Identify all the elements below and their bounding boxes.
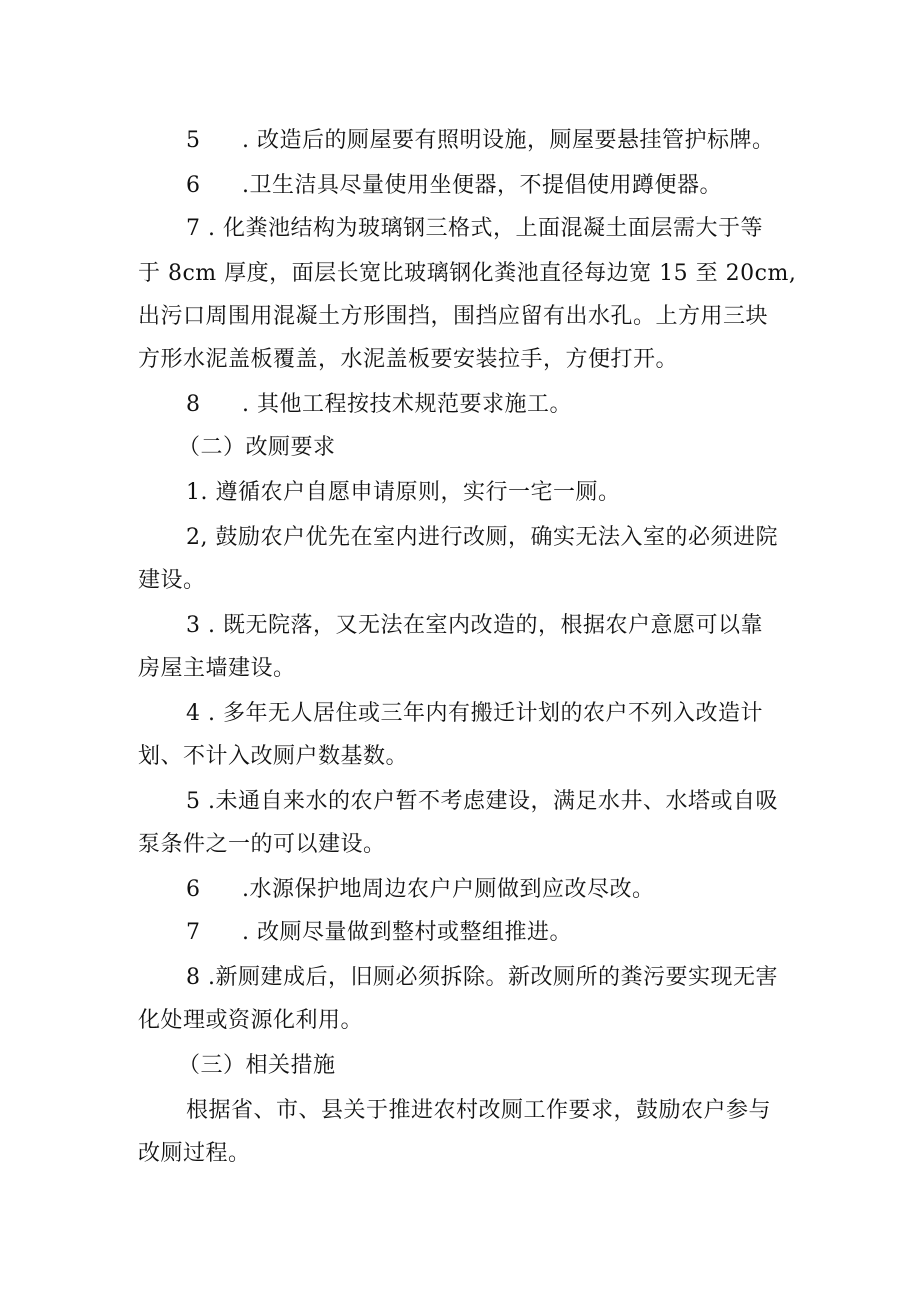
measures-paragraph-line-1: 根据省、市、县关于推进农村改厕工作要求，鼓励农户参与	[186, 1098, 772, 1123]
item-6-line	[186, 173, 722, 199]
requirement-5-line-1: 5 .未通自来水的农户暂不考虑建设，满足水井、水塔或自吸	[186, 789, 778, 814]
requirement-5-line-2: 泵条件之一的可以建设。	[138, 832, 386, 857]
requirement-8-line-2: 化处理或资源化利用。	[138, 1008, 364, 1033]
requirement-7-line	[186, 920, 572, 946]
item-text: . 其他工程按技术规范要求施工。	[242, 392, 572, 417]
item-7-line-4: 方形水泥盖板覆盖，水泥盖板要安装拉手，方便打开。	[138, 347, 679, 372]
item-number: 8	[186, 392, 201, 417]
requirement-4-line-2: 划、不计入改厕户数基数。	[138, 744, 409, 769]
item-7-line-2: 于 8cm 厚度，面层长宽比玻璃钢化粪池直径每边宽 15 至 20cm,	[138, 261, 797, 286]
item-number: 6	[186, 173, 201, 198]
requirement-3-line-1: 3 . 既无院落，又无法在室内改造的，根据农户意愿可以靠	[186, 613, 763, 638]
requirement-4-line-1: 4 . 多年无人居住或三年内有搬迁计划的农户不列入改造计	[186, 701, 763, 726]
requirement-1: 1. 遵循农户自愿申请原则，实行一宅一厕。	[186, 480, 621, 505]
item-8-line	[186, 392, 572, 418]
requirement-3-line-2: 房屋主墙建设。	[138, 656, 296, 681]
section-3-heading: （三）相关措施	[178, 1053, 336, 1078]
requirement-6-line	[186, 877, 655, 903]
item-5-line	[186, 128, 775, 154]
item-number: 7	[186, 920, 201, 945]
requirement-2-line-2: 建设。	[138, 568, 206, 593]
item-7-line-3: 出污口周围用混凝土方形围挡，围挡应留有出水孔。上方用三块	[138, 304, 769, 329]
requirement-2-line-1: 2, 鼓励农户优先在室内进行改厕，确实无法入室的必须进院	[186, 525, 778, 550]
section-2-heading: （二）改厕要求	[178, 435, 336, 460]
item-text: . 改厕尽量做到整村或整组推进。	[242, 920, 572, 945]
item-number: 5	[186, 128, 201, 153]
item-number: 6	[186, 877, 201, 902]
item-text: . 改造后的厕屋要有照明设施，厕屋要悬挂管护标牌。	[242, 128, 775, 153]
item-7-line-1: 7 . 化粪池结构为玻璃钢三格式，上面混凝土面层需大于等	[186, 216, 763, 241]
requirement-8-line-1: 8 .新厕建成后，旧厕必须拆除。新改厕所的粪污要实现无害	[186, 965, 778, 990]
measures-paragraph-line-2: 改厕过程。	[138, 1141, 251, 1166]
item-text: .卫生洁具尽量使用坐便器，不提倡使用蹲便器。	[242, 173, 722, 198]
item-text: .水源保护地周边农户户厕做到应改尽改。	[242, 877, 655, 902]
